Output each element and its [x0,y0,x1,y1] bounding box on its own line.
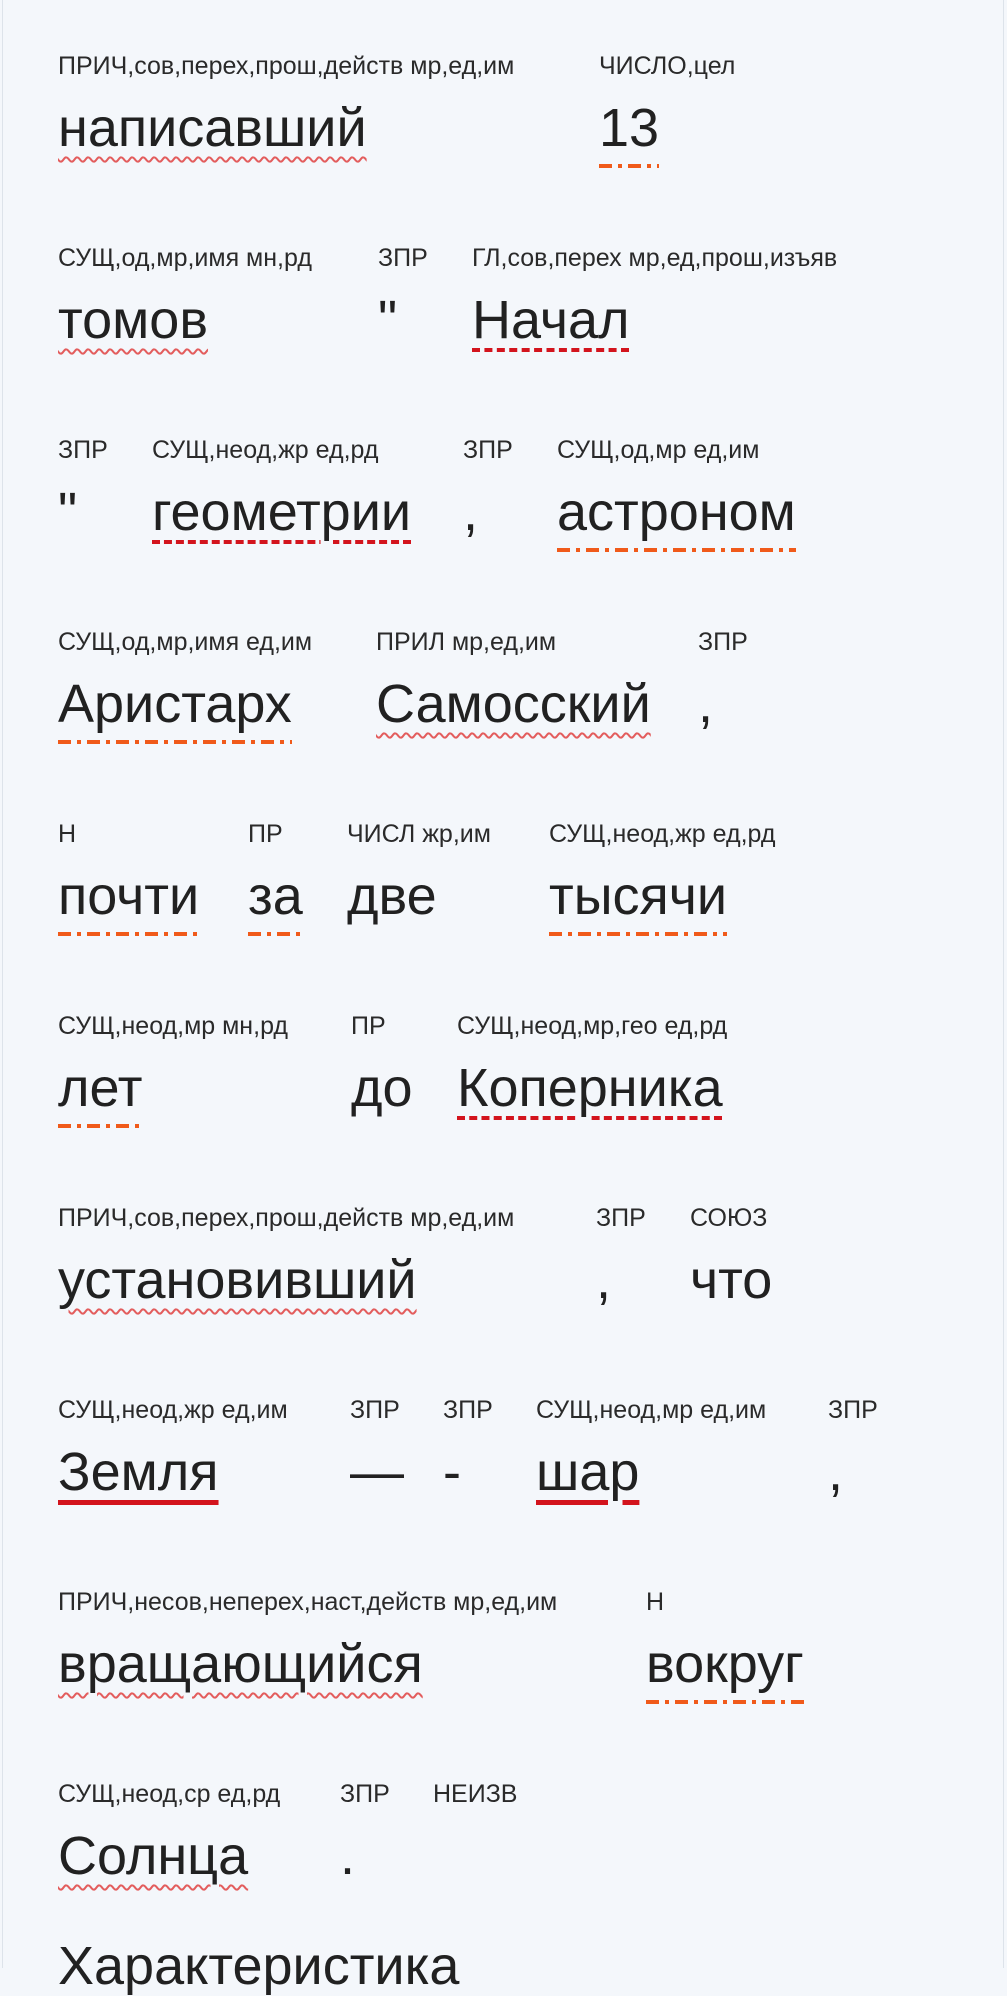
token-tag: ЧИСЛ жр,им [347,820,491,848]
section-heading: Характеристика [58,1936,460,1996]
token-tag: ПР [351,1012,386,1040]
token-word: установивший [58,1250,417,1310]
sentence-line [58,628,998,820]
token-word: написавший [58,98,367,158]
token-word: почти [58,866,199,936]
token-word: за [248,866,303,936]
token-word: томов [58,290,209,350]
token-tag: СУЩ,неод,жр ед,рд [152,436,379,464]
token-tag: СУЩ,од,мр,имя мн,рд [58,244,312,272]
token-word: , [463,482,479,542]
token-tag: СУЩ,неод,мр ед,им [536,1396,767,1424]
token[interactable] [248,820,347,936]
token-tag: СУЩ,неод,мр мн,рд [58,1012,288,1040]
token[interactable] [457,1012,727,1128]
token-word: . [340,1826,356,1886]
token-tag: СУЩ,неод,ср ед,рд [58,1780,281,1808]
token-word: Земля [58,1442,219,1502]
token[interactable] [690,1204,772,1320]
token-tag: ЗПР [698,628,748,656]
token-tag: ЧИСЛО,цел [599,52,736,80]
token-word: " [378,290,398,350]
token-tag: ГЛ,сов,перех мр,ед,прош,изъяв [472,244,838,272]
token[interactable] [472,244,837,360]
token-word: Начал [472,290,630,350]
token[interactable] [58,628,376,744]
token-tag: ПРИЛ мр,ед,им [376,628,557,656]
token[interactable] [347,820,549,936]
token[interactable] [58,1012,351,1128]
token-tag: СУЩ,од,мр ед,им [557,436,760,464]
token-tag: ЗПР [828,1396,878,1424]
token-word: до [351,1058,413,1118]
token[interactable] [433,1780,517,1836]
token[interactable] [596,1204,690,1320]
token[interactable] [376,628,698,744]
token[interactable] [58,1204,596,1320]
token-word: 13 [599,98,659,168]
token[interactable] [58,52,599,168]
token-tag: ЗПР [350,1396,400,1424]
token[interactable] [58,820,248,936]
token[interactable] [58,1588,646,1704]
morphology-analysis [58,52,998,1896]
token[interactable] [378,244,472,360]
token-word: , [596,1250,612,1310]
token[interactable] [698,628,748,744]
token-tag: ЗПР [463,436,513,464]
token[interactable] [463,436,557,552]
token[interactable] [443,1396,536,1512]
token[interactable] [828,1396,878,1512]
token-tag: ЗПР [443,1396,493,1424]
token-tag: СУЩ,неод,жр ед,рд [549,820,776,848]
token-word: Солнца [58,1826,249,1886]
sentence-line [58,820,998,1012]
token[interactable] [536,1396,828,1512]
token[interactable] [58,1396,350,1512]
token-tag: НЕИЗВ [433,1780,518,1808]
token[interactable] [351,1012,457,1128]
token-word: геометрии [152,482,412,542]
token-word: лет [58,1058,142,1128]
sentence-line [58,52,998,244]
token-tag: ПРИЧ,несов,неперех,наст,действ мр,ед,им [58,1588,558,1616]
token-word: вращающийся [58,1634,423,1694]
token[interactable] [152,436,463,552]
sentence-line [58,244,998,436]
sentence-line [58,1588,998,1780]
token[interactable] [549,820,775,936]
sentence-line [58,436,998,628]
token-word: " [58,482,78,542]
token-word: , [698,674,714,734]
token-tag: ПРИЧ,сов,перех,прош,действ мр,ед,им [58,1204,515,1232]
token-tag: СУЩ,од,мр,имя ед,им [58,628,313,656]
token-tag: ПРИЧ,сов,перех,прош,действ мр,ед,им [58,52,515,80]
token-tag: СУЩ,неод,жр ед,им [58,1396,288,1424]
token[interactable] [557,436,796,552]
token[interactable] [58,1780,340,1896]
token[interactable] [350,1396,443,1512]
token-word: - [443,1442,461,1502]
token[interactable] [58,436,152,552]
token-tag: ПР [248,820,283,848]
token-word: Коперника [457,1058,723,1118]
token[interactable] [58,244,378,360]
token-word: Самосский [376,674,651,734]
token-word: две [347,866,437,926]
token-tag: ЗПР [596,1204,646,1232]
token-word: , [828,1442,844,1502]
token-tag: СУЩ,неод,мр,гео ед,рд [457,1012,728,1040]
token[interactable] [599,52,735,168]
token-word: шар [536,1442,640,1502]
token-tag: ЗПР [58,436,108,464]
sentence-line [58,1396,998,1588]
token-word: Аристарх [58,674,292,744]
token-tag: Н [58,820,77,848]
sentence-line [58,1204,998,1396]
token-tag: Н [646,1588,665,1616]
token-tag: СОЮЗ [690,1204,768,1232]
token-word: что [690,1250,773,1310]
token[interactable] [340,1780,433,1896]
token-word: тысячи [549,866,727,936]
token-tag: ЗПР [340,1780,390,1808]
sentence-line [58,1012,998,1204]
token-tag: ЗПР [378,244,428,272]
token-word: — [350,1442,404,1502]
token-word: вокруг [646,1634,804,1704]
token[interactable] [646,1588,804,1704]
token-word: астроном [557,482,796,552]
sentence-line [58,1780,998,1896]
